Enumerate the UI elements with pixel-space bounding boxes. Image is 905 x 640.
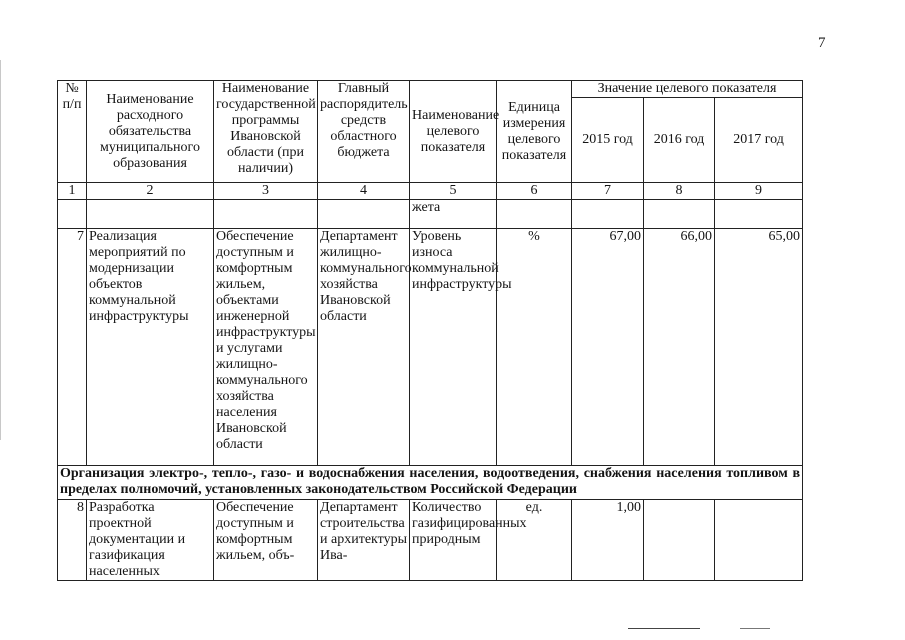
unit-cell: % [497, 229, 572, 466]
table-row [58, 229, 803, 466]
empty-cell [214, 200, 318, 229]
row-number: 7 [58, 229, 87, 466]
value-2017 [715, 500, 803, 581]
value-2016: 66,00 [644, 229, 715, 466]
page-number: 7 [818, 35, 826, 51]
empty-cell [318, 200, 410, 229]
header-target-group: Значение целевого показателя [572, 81, 803, 98]
empty-cell [572, 200, 644, 229]
empty-cell [87, 200, 214, 229]
continued-indicator-text: жета [410, 200, 497, 229]
header-year-2017: 2017 год [715, 98, 803, 183]
column-number: 2 [87, 183, 214, 200]
column-number: 5 [410, 183, 497, 200]
table-row [58, 500, 803, 581]
header-unit: Единица измерения целевого показателя [497, 81, 572, 183]
column-number: 4 [318, 183, 410, 200]
continued-row [58, 200, 803, 229]
section-title: Организация электро-, тепло-, газо- и водоснабжения населения, водоотведения, снабжения населения топливом в пределах полномочий, установленных законодательством Российской Федерации [58, 466, 803, 500]
indicator-table [57, 80, 803, 581]
column-number: 6 [497, 183, 572, 200]
value-2016 [644, 500, 715, 581]
manager-cell: Департамент строительства и архитектуры Ива- [318, 500, 410, 581]
header-year-2015: 2015 год [572, 98, 644, 183]
column-number: 9 [715, 183, 803, 200]
header-year-2016: 2016 год [644, 98, 715, 183]
header-program: Наименование государственной программы Ивановской области (при наличии) [214, 81, 318, 183]
empty-cell [715, 200, 803, 229]
indicator-cell: Уровень износа коммунальной инфраструктуры [410, 229, 497, 466]
header-row-top [58, 81, 803, 98]
header-manager: Главный распорядитель средств областного бюджета [318, 81, 410, 183]
value-2017: 65,00 [715, 229, 803, 466]
empty-cell [644, 200, 715, 229]
value-2015: 1,00 [572, 500, 644, 581]
section-row [58, 466, 803, 500]
column-number: 1 [58, 183, 87, 200]
obligation-cell: Разработка проектной документации и газификация населенных [87, 500, 214, 581]
program-cell: Обеспечение доступным и комфортным жильем, объ- [214, 500, 318, 581]
header-num: № п/п [58, 81, 87, 183]
column-number: 7 [572, 183, 644, 200]
scan-edge-line [0, 60, 1, 440]
unit-cell: ед. [497, 500, 572, 581]
obligation-cell: Реализация мероприятий по модернизации объектов коммунальной инфраструктуры [87, 229, 214, 466]
value-2015: 67,00 [572, 229, 644, 466]
signature-line [628, 628, 700, 629]
manager-cell: Департамент жилищно-коммунального хозяйства Ивановской области [318, 229, 410, 466]
column-number: 3 [214, 183, 318, 200]
program-cell: Обеспечение доступным и комфортным жильем, объектами инженерной инфраструктуры и услугами жилищно-коммунального хозяйства населения Ивановской области [214, 229, 318, 466]
empty-cell [58, 200, 87, 229]
header-obligation: Наименование расходного обязательства муниципального образования [87, 81, 214, 183]
empty-cell [497, 200, 572, 229]
signature-line [740, 628, 770, 629]
column-number-row [58, 183, 803, 200]
row-number: 8 [58, 500, 87, 581]
column-number: 8 [644, 183, 715, 200]
header-indicator: Наименование целевого показателя [410, 81, 497, 183]
indicator-cell: Количество газифицированных природным [410, 500, 497, 581]
